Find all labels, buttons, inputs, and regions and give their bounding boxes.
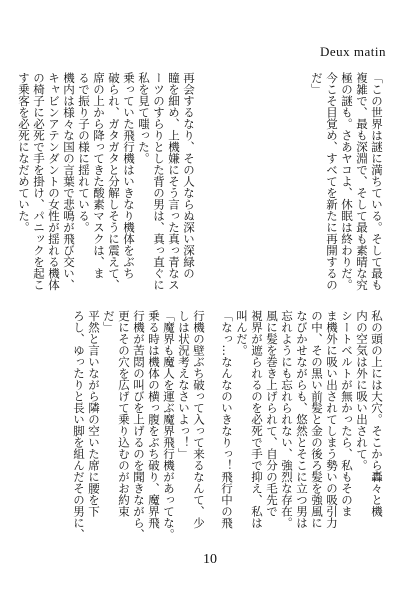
text-line: 極の謎も。さあヤコよ、休眠は終わりだ。 xyxy=(340,72,354,291)
text-line: だ」 xyxy=(310,72,324,95)
text-line: しは状況考えなさいよっ！」 xyxy=(177,310,191,460)
text-line: 平然と言いながら隣の空いた席に腰を下 xyxy=(87,310,101,517)
text-line: す乗客を必死になだめていた。 xyxy=(17,72,31,233)
text-line: 行機の壁ぶち破って入って来るなんて、少 xyxy=(192,310,206,529)
page-header: Deux matin xyxy=(319,44,386,59)
text-line: 視界が遮られるのを必死で手で抑え、私は xyxy=(250,310,264,529)
text-line: ま機外に吸い出されてしまう勢いの吸引力 xyxy=(325,310,339,529)
text-line: 破られ、ガタガタと分解しそうに震えて、 xyxy=(107,72,121,291)
text-line: 更にその穴を広げて乗り込むのがお約束 xyxy=(117,310,131,517)
text-line: 複雑で、最も深淵で、そして最も素晴な究 xyxy=(355,72,369,291)
text-line: 乗る時は機体の横っ腹をぶち破り、魔界飛 xyxy=(147,310,161,529)
paragraph-cabin xyxy=(219,310,384,545)
text-line: 内の空気は外に吸い出されて。 xyxy=(355,310,369,471)
text-line: 風に髪を巻き上げられて、自分の毛先で xyxy=(265,310,279,517)
text-line: 叫んだ。 xyxy=(235,310,249,356)
text-line: 機内は様々な国の言葉で悲鳴が飛び交い、 xyxy=(62,72,76,291)
page-number: 10 xyxy=(203,552,217,567)
text-line: 席の上から降ってきた酸素マスクは、ま xyxy=(92,72,106,279)
text-line: 乗っていた飛行機はいきなり機体をぶち xyxy=(122,72,136,279)
text-line: なびかせながらも、悠然とそこに立つ男は xyxy=(295,310,309,529)
text-line: 瞳を細め、上機嫌にそう言った真っ青なス xyxy=(167,72,181,291)
text-line: 「この世界は謎に満ちている。そして最も xyxy=(370,72,384,291)
text-line: の中、その黒い前髪と金の後ろ髪を強風に xyxy=(310,310,324,529)
paragraph-dialogue xyxy=(71,310,206,545)
text-line: 私を見て嗤った。 xyxy=(137,72,151,164)
text-line: 「魔界も魔人を運ぶ魔界飛行機があってな。 xyxy=(162,310,176,540)
text-line: るで振り子の様に揺れている。 xyxy=(77,72,91,233)
text-line: 再会するなり、その人ならぬ深い深緑の xyxy=(182,72,196,279)
text-line: ーツのすらりとした背の男は、真っ直ぐに xyxy=(152,72,166,291)
text-line: 今こそ目覚め、すべてを新たに再開するの xyxy=(325,72,339,291)
text-line: 私の頭の上には大穴。そこから轟々と機 xyxy=(370,310,384,517)
text-line: 忘れようにも忘れられない、強烈な存在。 xyxy=(280,310,294,529)
text-line: 「なっ…なんなのいきなりっ！飛行中の飛 xyxy=(220,310,234,529)
text-line: 行機が苦悶の叫びを上げるのを聞きながら、 xyxy=(132,310,146,540)
text-line: の椅子に必死で手を掛け、パニックを起こ xyxy=(32,72,46,291)
paragraph-opening-quote xyxy=(309,72,384,292)
text-line: キャビンアテンダントの女性が揺れる機体 xyxy=(47,72,61,291)
text-line: シートベルトが無かったら、私もそのま xyxy=(340,310,354,517)
text-line: だ」 xyxy=(102,310,116,333)
text-line: ろし、ゆったりと長い脚を組んだその男に、 xyxy=(72,310,86,540)
paragraph-reunion xyxy=(16,72,196,292)
